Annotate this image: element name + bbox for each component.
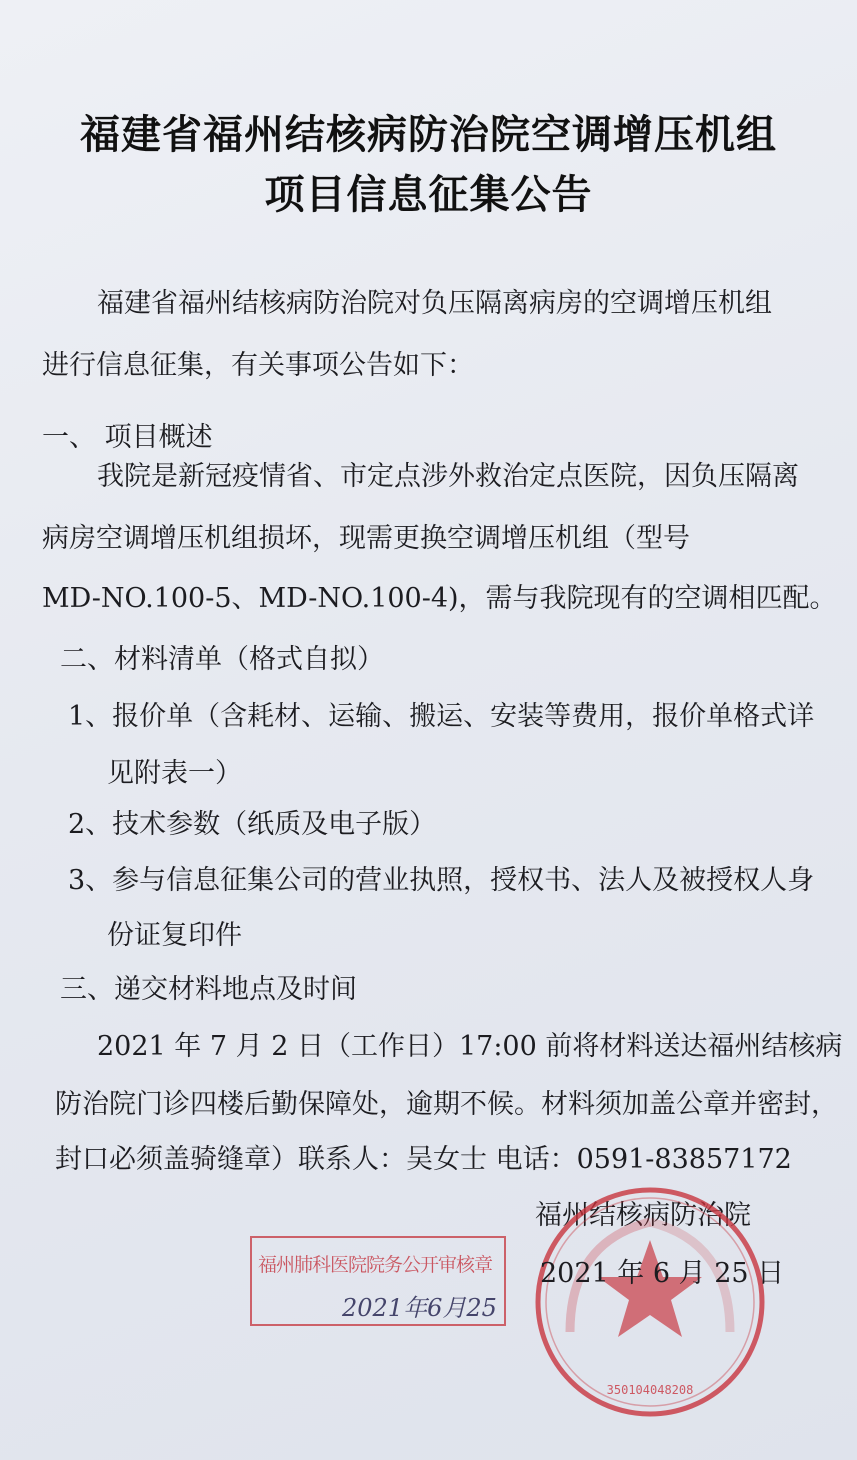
section1-heading: 一、 项目概述 xyxy=(42,422,213,453)
review-stamp xyxy=(250,1236,506,1326)
intro-line2: 进行信息征集，有关事项公告如下： xyxy=(42,350,474,381)
document-title-line1: 福建省福州结核病防治院空调增压机组 xyxy=(80,112,777,158)
item3-line1: 3、参与信息征集公司的营业执照，授权书、法人及被授权人身 xyxy=(68,865,815,896)
section3-heading: 三、递交材料地点及时间 xyxy=(60,974,357,1005)
section3-line2: 防治院门诊四楼后勤保障处，逾期不候。材料须加盖公章并密封， xyxy=(55,1089,838,1120)
section2-heading: 二、材料清单（格式自拟） xyxy=(60,644,384,675)
signature-org: 福州结核病防治院 xyxy=(535,1200,751,1231)
section3-line3: 封口必须盖骑缝章）联系人：吴女士 电话：0591-83857172 xyxy=(55,1144,792,1175)
document-title-line2: 项目信息征集公告 xyxy=(264,172,593,218)
item3-line2: 份证复印件 xyxy=(107,920,242,951)
section1-line2: 病房空调增压机组损坏，现需更换空调增压机组（型号 xyxy=(42,523,690,554)
item1-line1: 1、报价单（含耗材、运输、搬运、安装等费用，报价单格式详 xyxy=(68,701,815,732)
signature-date: 2021 年 6 月 25 日 xyxy=(540,1258,785,1289)
handwritten-date: 2021年6月25 xyxy=(342,1294,497,1322)
section3-line1: 2021 年 7 月 2 日（工作日）17:00 前将材料送达福州结核病 xyxy=(97,1031,843,1062)
section1-line1: 我院是新冠疫情省、市定点涉外救治定点医院，因负压隔离 xyxy=(97,461,799,492)
official-seal-stamp xyxy=(530,1182,770,1422)
section1-line3: MD-NO.100-5、MD-NO.100-4)，需与我院现有的空调相匹配。 xyxy=(42,583,837,614)
review-stamp-text: 福州肺科医院院务公开审核章 xyxy=(258,1254,493,1276)
item2: 2、技术参数（纸质及电子版） xyxy=(68,809,437,840)
seal-number: 350104048208 xyxy=(606,1383,694,1397)
item1-line2: 见附表一） xyxy=(107,758,242,789)
intro-line1: 福建省福州结核病防治院对负压隔离病房的空调增压机组 xyxy=(97,288,772,319)
